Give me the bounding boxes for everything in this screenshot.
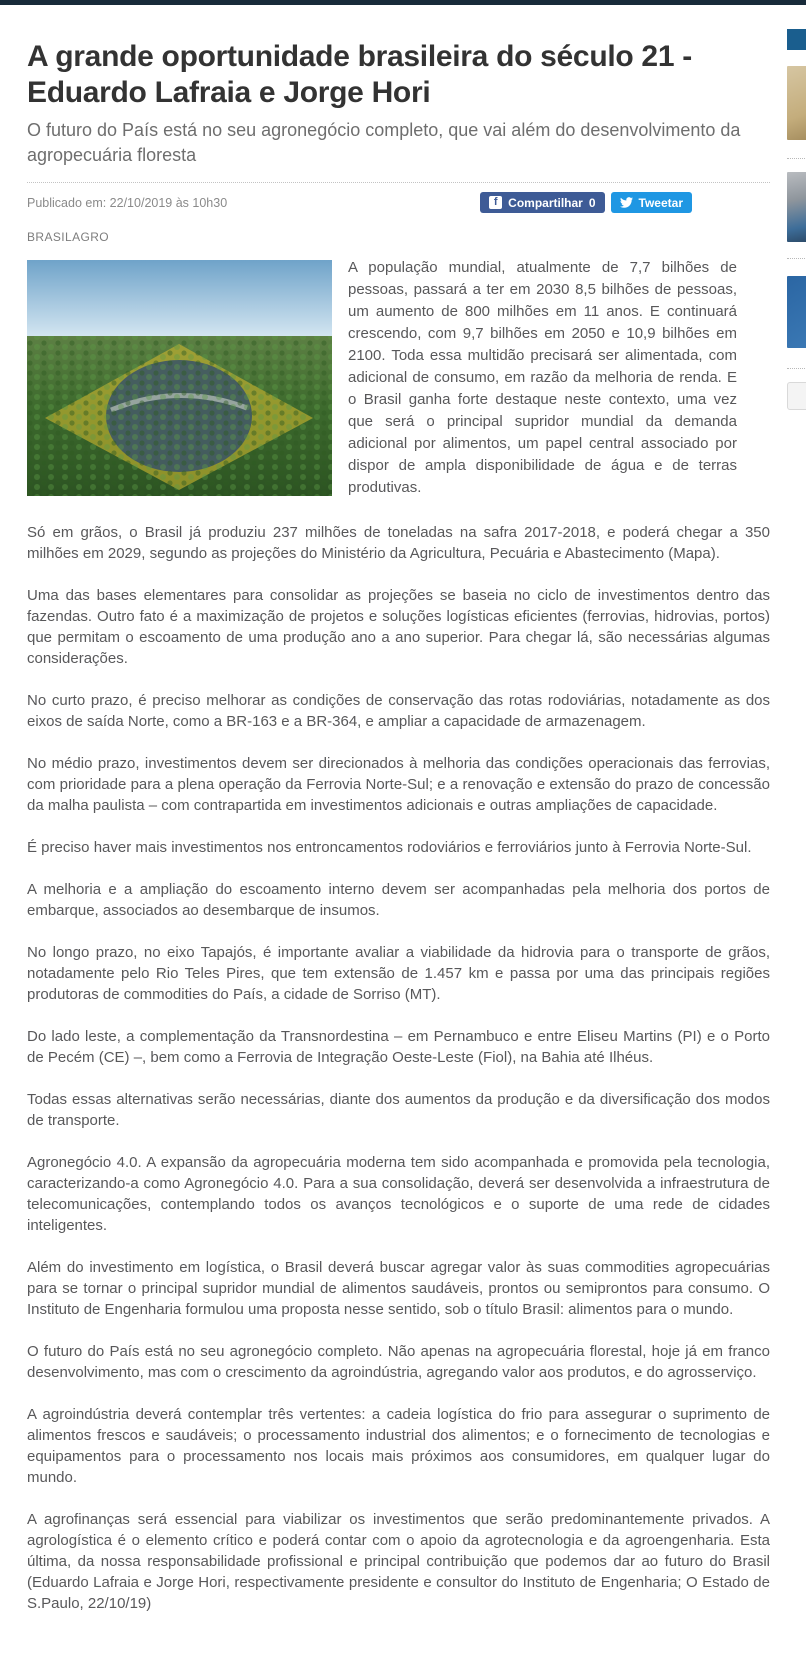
soy-field-brazil-flag-image — [27, 260, 332, 496]
twitter-share-button[interactable] — [611, 192, 692, 213]
sidebar-divider — [787, 158, 806, 159]
category-label: BRASILAGRO — [27, 230, 110, 244]
facebook-share-count: 0 — [588, 195, 596, 210]
article-paragraph: Agronegócio 4.0. A expansão da agropecuária moderna tem sido acompanhada e promovida pela tecnologia, caracterizando-a como Agronegócio 4.0. Para a sua consolidação, deverá ser desenvolvida a infraestrutura de telecomunicações, contemplando todos os avanços tecnológicos e o suporte de uma rede de cidades inteligentes. — [27, 1154, 770, 1234]
related-story-thumbnail-2[interactable] — [787, 172, 806, 242]
facebook-share-label: Compartilhar — [508, 195, 583, 210]
article-paragraph: Todas essas alternativas serão necessárias, diante dos aumentos da produção e da diversificação dos modos de transporte. — [27, 1091, 770, 1129]
article-paragraph: Do lado leste, a complementação da Transnordestina – em Pernambuco e entre Eliseu Martins (PI) e o Porto de Pecém (CE) –, bem como a Ferrovia de Integração Oeste-Leste (Fiol), na Bahia até Ilhéus. — [27, 1028, 770, 1066]
article-paragraph: Só em grãos, o Brasil já produziu 237 milhões de toneladas na safra 2017-2018, e poderá chegar a 350 milhões em 2029, segundo as projeções do Ministério da Agricultura, Pecuária e Abastecimento (Mapa). — [27, 524, 770, 562]
article-paragraph: A agroindústria deverá contemplar três vertentes: a cadeia logística do frio para assegurar o suprimento de alimentos frescos e saudáveis; o processamento industrial dos alimentos; e o fornecimento de tecnologias e equipamentos para o processamento nos locais mais próximos aos consumidores, em qualquer lugar do mundo. — [27, 1406, 770, 1486]
twitter-bird-icon — [620, 196, 633, 209]
related-story-thumbnail-1[interactable] — [787, 66, 806, 140]
article-subtitle: O futuro do País está no seu agronegócio completo, que vai além do desenvolvimento da agropecuária floresta — [27, 120, 741, 165]
header-divider — [27, 182, 770, 183]
article-paragraph: O futuro do País está no seu agronegócio completo. Não apenas na agropecuária florestal, hoje já em franco desenvolvimento, mas com o crescimento da agroindústria, agregando valor aos produtos, e do agrosserviço. — [27, 1343, 770, 1381]
twitter-share-label: Tweetar — [638, 195, 683, 210]
article-body — [27, 257, 770, 1635]
page-title: A grande oportunidade brasileira do século 21 - Eduardo Lafraia e Jorge Hori — [27, 40, 692, 109]
article-paragraph: É preciso haver mais investimentos nos entroncamentos rodoviários e ferroviários junto à Ferrovia Norte-Sul. — [27, 839, 752, 856]
sidebar-widget-box[interactable] — [787, 382, 806, 410]
sidebar-divider — [787, 258, 806, 259]
share-buttons — [480, 192, 692, 213]
article-paragraph: No médio prazo, investimentos devem ser direcionados à melhoria das condições operacionais das ferrovias, com prioridade para a plena operação da Ferrovia Norte-Sul; e a renovação e extensão do prazo de concessão da malha paulista – com contrapartida em investimentos adicionais e outras ampliações de capacidade. — [27, 755, 770, 814]
soy-field-illustration — [27, 260, 332, 496]
article-paragraph: No longo prazo, no eixo Tapajós, é importante avaliar a viabilidade da hidrovia para o transporte de grãos, notadamente pelo Rio Teles Pires, que tem extensão de 1.457 km e passa por uma das principais regiões produtoras de commodities do País, a cidade de Sorriso (MT). — [27, 944, 770, 1003]
article-main-column — [27, 5, 770, 1635]
article-paragraph: Além do investimento em logística, o Brasil deverá buscar agregar valor às suas commodities agropecuárias para se tornar o principal supridor mundial de alimentos saudáveis, prontos ou semiprontos para consumo. O Instituto de Engenharia formulou uma proposta nesse sentido, sob o título Brasil: alimentos para o mundo. — [27, 1259, 770, 1318]
sidebar-section-marker — [787, 29, 806, 50]
article-paragraph: A agrofinanças será essencial para viabilizar os investimentos que serão predominantemente privados. A agrologística é o elemento crítico e poderá contar com o apoio da agrotecnologia e da agroengenharia. Esta última, da nossa responsabilidade profissional e principal contribuição que podemos dar ao futuro do Brasil (Eduardo Lafraia e Jorge Hori, respectivamente presidente e consultor do Instituto de Engenharia; O Estado de S.Paulo, 22/10/19) — [27, 1511, 770, 1612]
sidebar-divider — [787, 368, 806, 369]
article-paragraph: A população mundial, atualmente de 7,7 bilhões de pessoas, passará a ter em 2030 8,5 bilhões de pessoas, um aumento de 800 milhões em 11 anos. E continuará crescendo, com 9,7 bilhões em 2050 e 10,9 bilhões em 2100. Toda essa multidão precisará ser alimentada, com adicional de consumo, em razão da melhoria de renda. E o Brasil ganha forte destaque neste contexto, uma vez que será o principal supridor mundial da demanda adicional por alimentos, um papel central associado por dispor de ampla disponibilidade de água e de terras produtivas. — [348, 259, 737, 496]
article-paragraph: Uma das bases elementares para consolidar as projeções se baseia no ciclo de investimentos dentro das fazendas. Outro fato é a maximização de projetos e soluções logísticas eficientes (ferrovias, hidrovias, portos) que permitam o escoamento de uma produção ano a ano superior. Para chegar lá, são necessárias algumas considerações. — [27, 587, 770, 667]
published-date: Publicado em: 22/10/2019 às 10h30 — [27, 195, 228, 210]
facebook-share-button[interactable] — [480, 192, 604, 213]
article-paragraph: No curto prazo, é preciso melhorar as condições de conservação das rotas rodoviárias, notadamente as dos eixos de saída Norte, como a BR-163 e a BR-364, e ampliar a capacidade de armazenagem. — [27, 692, 770, 730]
facebook-icon: f — [489, 196, 502, 209]
related-story-thumbnail-3[interactable] — [787, 276, 806, 348]
article-paragraph: A melhoria e a ampliação do escoamento interno devem ser acompanhadas pela melhoria dos portos de embarque, associados ao desembarque de insumos. — [27, 881, 770, 919]
meta-row — [27, 192, 770, 213]
